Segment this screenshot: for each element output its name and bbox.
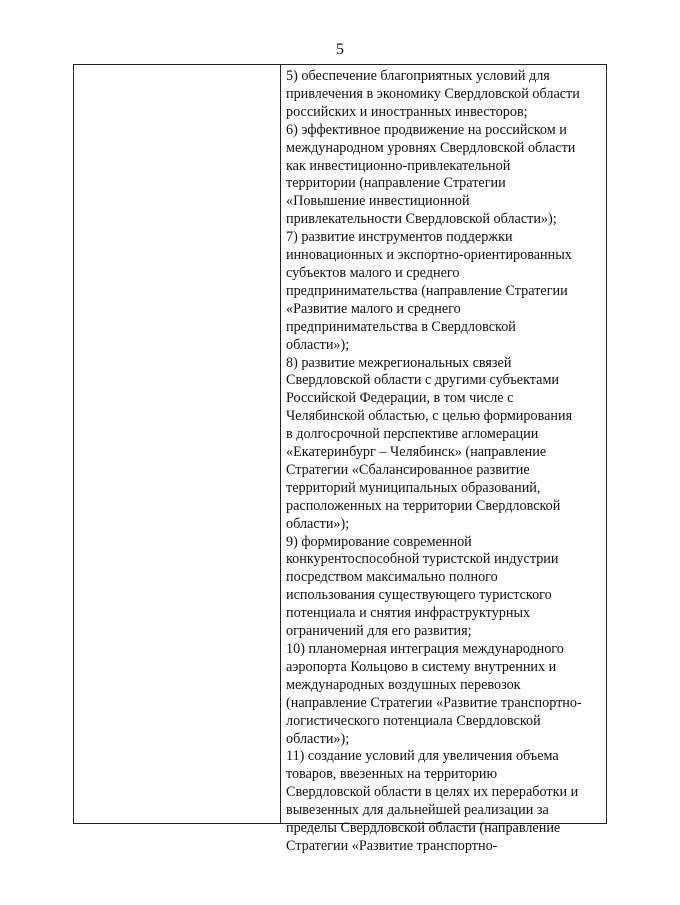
text-line: (направление Стратегии «Развитие транспортно- [286, 694, 582, 711]
text-line: посредством максимально полного [286, 569, 498, 586]
list-item-10 [286, 641, 602, 748]
text-line: «Повышение инвестиционной [286, 193, 470, 210]
text-line: области»); [286, 730, 350, 747]
text-line: Российской Федерации, в том числе с [286, 390, 514, 407]
table-left-cell [74, 65, 281, 823]
list-item-5 [286, 68, 602, 122]
text-line: международном уровнях Свердловской области [286, 139, 576, 156]
table-right-cell [281, 65, 606, 854]
text-line: Свердловской области с другими субъектами [286, 372, 560, 389]
text-line: 5) обеспечение благоприятных условий для [286, 68, 550, 84]
list-item-11 [286, 748, 602, 855]
text-line: использования существующего туристского [286, 587, 552, 604]
text-line: 8) развитие межрегиональных связей [286, 354, 512, 371]
text-line: субъектов малого и среднего [286, 264, 460, 281]
document-table [73, 64, 607, 854]
list-item-7 [286, 229, 602, 354]
text-line: аэропорта Кольцово в систему внутренних и [286, 658, 557, 675]
text-line: 10) планомерная интеграция международного [286, 641, 564, 657]
text-line: предпринимательства (направление Стратегии [286, 282, 568, 299]
text-line: расположенных на территории Свердловской [286, 497, 561, 514]
text-line: 7) развитие инструментов поддержки [286, 229, 513, 246]
text-line: как инвестиционно-привлекательной [286, 157, 511, 174]
text-line: области»); [286, 515, 350, 532]
text-line: товаров, ввезенных на территорию [286, 766, 498, 783]
text-line: в долгосрочной перспективе агломерации [286, 426, 539, 443]
text-line: вывезенных для дальнейшей реализации за [286, 802, 549, 819]
page-number: 5 [336, 41, 344, 58]
text-line: 11) создание условий для увеличения объема [286, 748, 559, 765]
list-item-6 [286, 122, 602, 229]
text-line: российских и иностранных инвесторов; [286, 103, 528, 120]
text-line: Свердловской области в целях их переработки и [286, 784, 579, 801]
text-line: международных воздушных перевозок [286, 676, 521, 693]
text-line: Челябинской областью, с целью формирования [286, 408, 573, 425]
text-line: «Екатеринбург – Челябинск» (направление [286, 444, 547, 461]
text-line: потенциала и снятия инфраструктурных [286, 605, 531, 622]
text-line: привлечения в экономику Свердловской области [286, 85, 580, 102]
text-line: конкурентоспособной туристской индустрии [286, 551, 559, 568]
text-line: предпринимательства в Свердловской [286, 318, 516, 335]
text-line: территории (направление Стратегии [286, 175, 506, 192]
text-line: Стратегии «Сбалансированное развитие [286, 461, 530, 478]
text-line: 9) формирование современной [286, 533, 472, 550]
text-line: Стратегии «Развитие транспортно- [286, 837, 498, 854]
text-line: территорий муниципальных образований, [286, 479, 541, 496]
text-line: логистического потенциала Свердловской [286, 712, 541, 729]
text-line: привлекательности Свердловской области»); [286, 211, 557, 228]
text-line: 6) эффективное продвижение на российском и [286, 121, 567, 138]
list-item-8 [286, 355, 602, 534]
list-item-9 [286, 534, 602, 641]
text-line: ограничений для его развития; [286, 623, 472, 640]
text-line: инновационных и экспортно-ориентированных [286, 247, 572, 264]
text-line: «Развитие малого и среднего [286, 300, 461, 317]
text-line: области»); [286, 336, 350, 353]
text-line: пределы Свердловской области (направление [286, 820, 561, 837]
